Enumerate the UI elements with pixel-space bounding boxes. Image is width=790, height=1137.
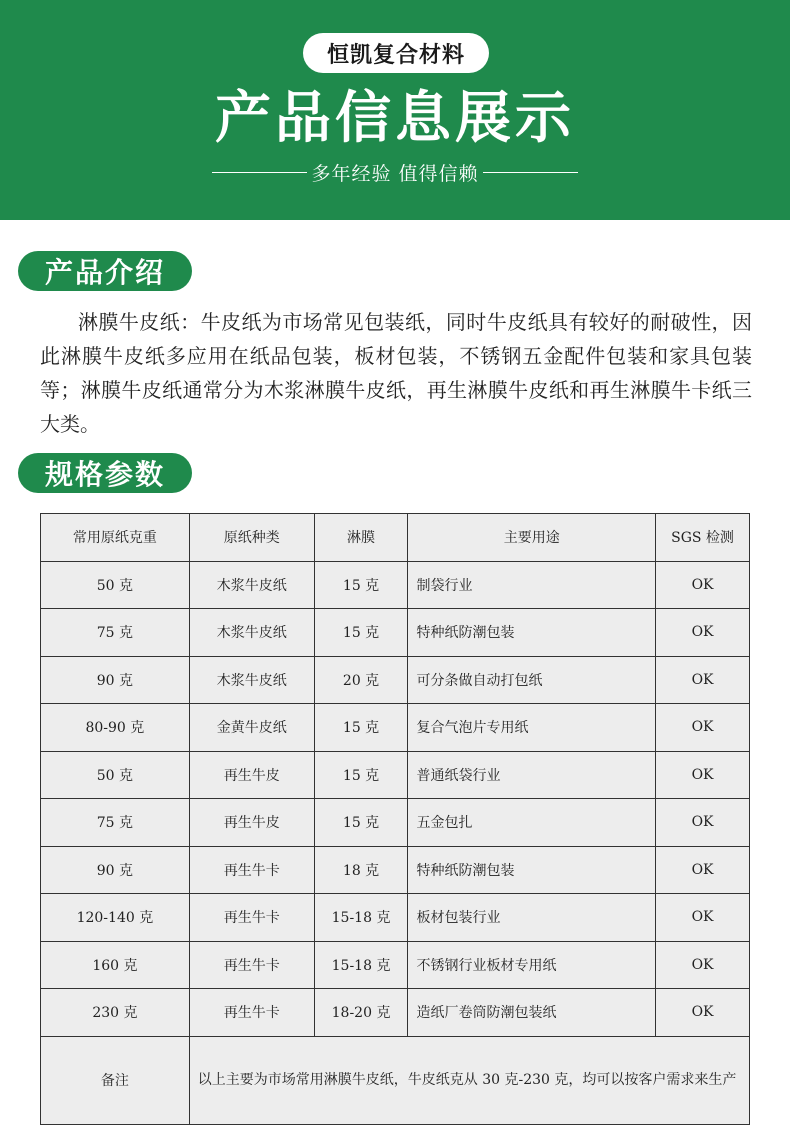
cell-paper-type: 再生牛卡 — [189, 894, 314, 942]
cell-paper-type: 再生牛皮 — [189, 799, 314, 847]
cell-weight: 160 克 — [41, 941, 190, 989]
page-title: 产品信息展示 — [215, 86, 575, 151]
cell-coating: 18 克 — [314, 846, 408, 894]
remark-text: 以上主要为市场常用淋膜牛皮纸，牛皮纸克从 30 克-230 克，均可以按客户需求来生产 — [189, 1036, 749, 1124]
cell-usage: 不锈钢行业板材专用纸 — [408, 941, 656, 989]
brand-name: 恒凯复合材料 — [303, 33, 489, 73]
cell-usage: 五金包扎 — [408, 799, 656, 847]
cell-sgs: OK — [656, 941, 750, 989]
table-row — [41, 941, 750, 989]
cell-weight: 230 克 — [41, 989, 190, 1037]
cell-coating: 15-18 克 — [314, 894, 408, 942]
subtitle-divider-right — [483, 172, 578, 173]
header-coating: 淋膜 — [314, 514, 408, 562]
cell-coating: 20 克 — [314, 656, 408, 704]
cell-paper-type: 木浆牛皮纸 — [189, 609, 314, 657]
table-row — [41, 894, 750, 942]
table-row — [41, 989, 750, 1037]
cell-usage: 制袋行业 — [408, 561, 656, 609]
cell-paper-type: 再生牛卡 — [189, 846, 314, 894]
cell-sgs: OK — [656, 894, 750, 942]
page-subtitle: 多年经验 值得信赖 — [311, 162, 479, 185]
cell-weight: 50 克 — [41, 561, 190, 609]
table-row — [41, 846, 750, 894]
cell-sgs: OK — [656, 846, 750, 894]
cell-sgs: OK — [656, 609, 750, 657]
section-tag-intro: 产品介绍 — [18, 251, 192, 291]
table-row — [41, 751, 750, 799]
header-paper-type: 原纸种类 — [189, 514, 314, 562]
cell-coating: 15 克 — [314, 704, 408, 752]
header-weight: 常用原纸克重 — [41, 514, 190, 562]
cell-coating: 15 克 — [314, 751, 408, 799]
table-row — [41, 704, 750, 752]
cell-usage: 造纸厂卷筒防潮包装纸 — [408, 989, 656, 1037]
cell-coating: 15-18 克 — [314, 941, 408, 989]
cell-weight: 80-90 克 — [41, 704, 190, 752]
section-tag-spec: 规格参数 — [18, 453, 192, 493]
header-usage: 主要用途 — [408, 514, 656, 562]
cell-usage: 特种纸防潮包装 — [408, 846, 656, 894]
cell-weight: 75 克 — [41, 609, 190, 657]
cell-usage: 复合气泡片专用纸 — [408, 704, 656, 752]
cell-coating: 15 克 — [314, 561, 408, 609]
cell-paper-type: 再生牛卡 — [189, 989, 314, 1037]
cell-coating: 18-20 克 — [314, 989, 408, 1037]
cell-weight: 120-140 克 — [41, 894, 190, 942]
subtitle-divider-left — [212, 172, 307, 173]
cell-paper-type: 再生牛皮 — [189, 751, 314, 799]
table-header-row — [41, 514, 750, 562]
cell-weight: 50 克 — [41, 751, 190, 799]
cell-sgs: OK — [656, 799, 750, 847]
cell-usage: 普通纸袋行业 — [408, 751, 656, 799]
table-row — [41, 609, 750, 657]
cell-paper-type: 金黄牛皮纸 — [189, 704, 314, 752]
cell-usage: 板材包装行业 — [408, 894, 656, 942]
table-row — [41, 656, 750, 704]
cell-paper-type: 木浆牛皮纸 — [189, 561, 314, 609]
cell-weight: 75 克 — [41, 799, 190, 847]
table-row — [41, 799, 750, 847]
header-banner — [0, 0, 790, 220]
cell-weight: 90 克 — [41, 656, 190, 704]
header-sgs: SGS 检测 — [656, 514, 750, 562]
cell-sgs: OK — [656, 989, 750, 1037]
cell-usage: 可分条做自动打包纸 — [408, 656, 656, 704]
cell-sgs: OK — [656, 704, 750, 752]
intro-paragraph: 淋膜牛皮纸：牛皮纸为市场常见包装纸，同时牛皮纸具有较好的耐破性，因此淋膜牛皮纸多应用在纸品包装，板材包装，不锈钢五金配件包装和家具包装等；淋膜牛皮纸通常分为木浆淋膜牛皮纸，再生淋膜牛皮纸和再生淋膜牛卡纸三大类。 — [40, 310, 752, 436]
cell-coating: 15 克 — [314, 609, 408, 657]
table-remark-row — [41, 1036, 750, 1124]
cell-sgs: OK — [656, 751, 750, 799]
subtitle-row — [212, 158, 578, 186]
cell-sgs: OK — [656, 656, 750, 704]
table-row — [41, 561, 750, 609]
cell-paper-type: 再生牛卡 — [189, 941, 314, 989]
cell-weight: 90 克 — [41, 846, 190, 894]
cell-usage: 特种纸防潮包装 — [408, 609, 656, 657]
cell-coating: 15 克 — [314, 799, 408, 847]
cell-sgs: OK — [656, 561, 750, 609]
cell-paper-type: 木浆牛皮纸 — [189, 656, 314, 704]
remark-label: 备注 — [41, 1036, 190, 1124]
spec-table — [40, 513, 750, 1125]
